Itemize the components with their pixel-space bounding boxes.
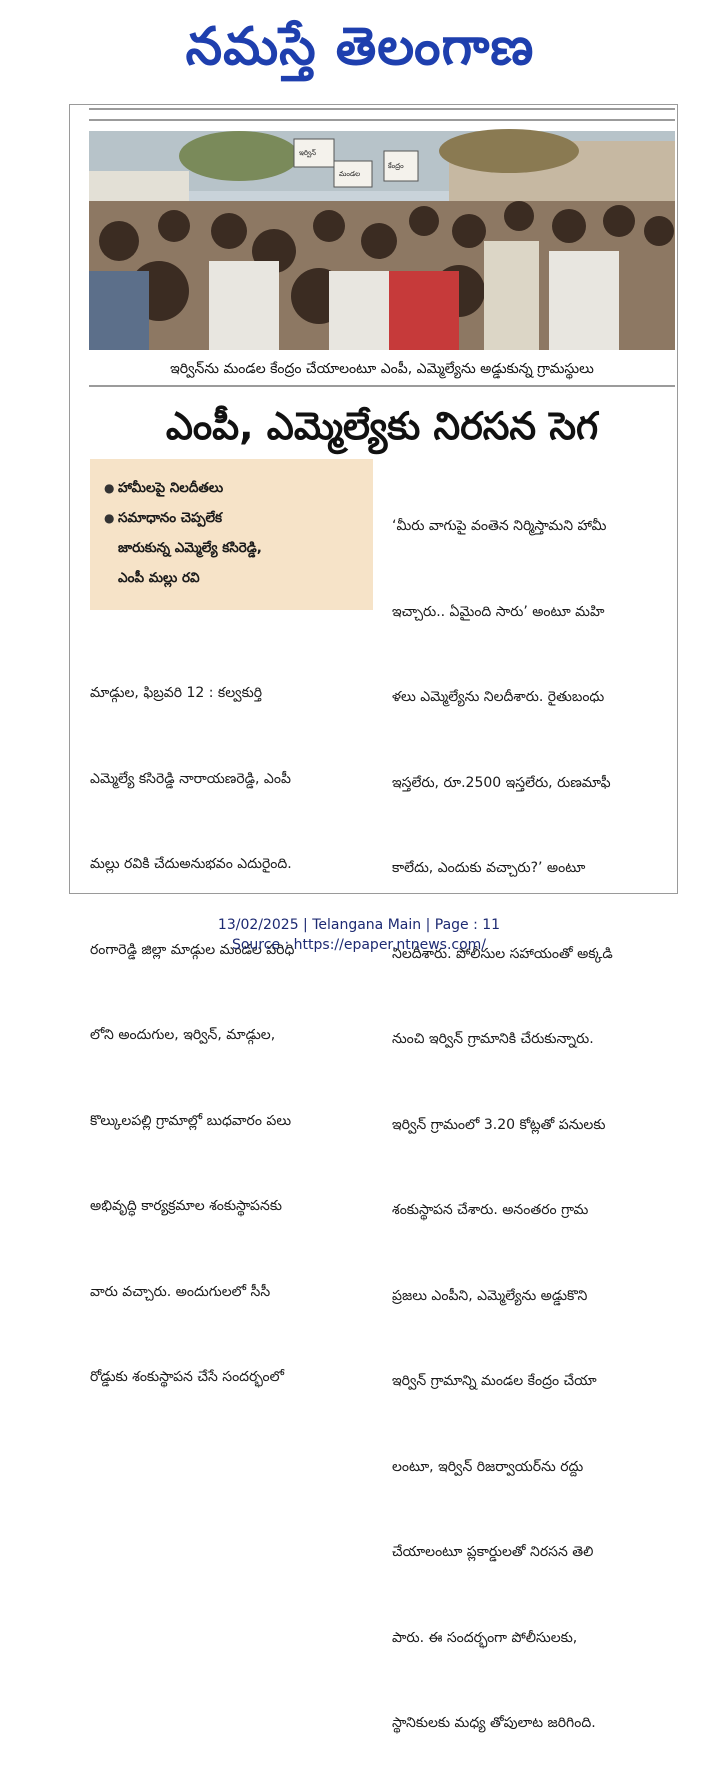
highlight-item xyxy=(104,503,359,593)
caption-rule xyxy=(89,385,675,387)
highlights-box xyxy=(90,459,373,610)
placard-text: మండల xyxy=(339,170,361,178)
article-line: రోడ్డుకు శంకుస్థాపన చేసే సందర్భంలో xyxy=(90,1369,284,1385)
article-line: పారు. ఈ సందర్భంగా పోలీసులకు, xyxy=(392,1629,578,1646)
article-line: వారు వచ్చారు. అందుగులలో సీసీ xyxy=(90,1283,271,1300)
article-line: లంటూ, ఇర్విన్ రిజర్వాయర్‌ను రద్దు xyxy=(392,1458,584,1475)
headline: ఎంపీ, ఎమ్మెల్యేకు నిరసన సెగ xyxy=(165,404,599,448)
highlight-text: హామీలపై నిలదీతలు xyxy=(118,480,224,496)
article-line: చేయాలంటూ ప్లకార్డులతో నిరసన తెలి xyxy=(392,1544,594,1560)
article-line: నుంచి ఇర్విన్ గ్రామానికి చేరుకున్నారు. xyxy=(392,1031,594,1047)
highlight-text: సమాధానం చెప్పలేక జారుకున్న ఎమ్మెల్యే కసిరెడ్డి, ఎంపీ మల్లు రవి xyxy=(118,510,262,586)
news-photo xyxy=(89,131,675,350)
bullet-icon: ● xyxy=(104,511,115,525)
top-rule-2 xyxy=(89,119,675,121)
newspaper-masthead: నమస్తే తెలంగాణ xyxy=(185,17,535,77)
article-line: స్థానికులకు మధ్య తోపులాట జరిగింది. xyxy=(392,1715,596,1731)
article-line: ప్రజలు ఎంపీని, ఎమ్మెల్యేను అడ్డుకొని xyxy=(392,1287,588,1304)
page-footer xyxy=(0,915,718,955)
highlight-item xyxy=(104,473,359,503)
photo-caption: ఇర్విన్‌ను మండల కేంద్రం చేయాలంటూ ఎంపీ, ఎమ్మెల్యేను అడ్డుకున్న గ్రామస్థులు xyxy=(170,361,594,377)
article-line: ఇచ్చారు.. ఏమైంది సారు’ అంటూ మహి xyxy=(392,603,605,620)
article-line: ఎమ్మెల్యే కసిరెడ్డి నారాయణరెడ్డి, ఎంపీ xyxy=(90,770,291,787)
article-line: ఇస్తలేరు, రూ.2500 ఇస్తలేరు, రుణమాఫీ xyxy=(392,774,611,791)
article-line: రంగారెడ్డి జిల్లా మాడ్గుల మండల పరిధి xyxy=(90,941,295,958)
article-line: ‘మీరు వాగుపై వంతెన నిర్మిస్తామని హామీ xyxy=(392,518,607,534)
article-line: నిలదీశారు. పోలీసుల సహాయంతో అక్కడి xyxy=(392,945,613,962)
article-column-right xyxy=(392,455,675,1731)
placard-text: ఇర్విన్ xyxy=(299,149,317,157)
article-line: అభివృద్ధి కార్యక్రమాల శంకుస్థాపనకు xyxy=(90,1198,282,1214)
article-line: ఇర్విన్ గ్రామంలో 3.20 కోట్లతో పనులకు xyxy=(392,1116,606,1133)
placard-text: కేంద్రం xyxy=(388,162,404,170)
article-line: మల్లు రవికి చేదుఅనుభవం ఎదురైంది. xyxy=(90,856,292,872)
article-line: మాడ్గుల, ఫిబ్రవరి 12 : కల్వకుర్తి xyxy=(90,685,263,701)
bullet-icon: ● xyxy=(104,481,115,495)
source-link[interactable]: Source : https://epaper.ntnews.com/ xyxy=(231,937,487,953)
top-rule xyxy=(89,108,675,110)
article-line: ళలు ఎమ్మెల్యేను నిలదీశారు. రైతుబంధు xyxy=(392,689,605,705)
edition-info: 13/02/2025 | Telangana Main | Page : 11 xyxy=(217,917,501,933)
article-line: లోని అందుగుల, ఇర్విన్, మాడ్గుల, xyxy=(90,1027,276,1043)
article-line: శంకుస్థాపన చేశారు. అనంతరం గ్రామ xyxy=(392,1202,589,1218)
article-line: ఇర్విన్ గ్రామాన్ని మండల కేంద్రం చేయా xyxy=(392,1373,597,1389)
article-line: కాలేదు, ఎందుకు వచ్చారు?’ అంటూ xyxy=(392,860,586,876)
article-line: కొల్కులపల్లి గ్రామాల్లో బుధవారం పలు xyxy=(90,1112,292,1129)
